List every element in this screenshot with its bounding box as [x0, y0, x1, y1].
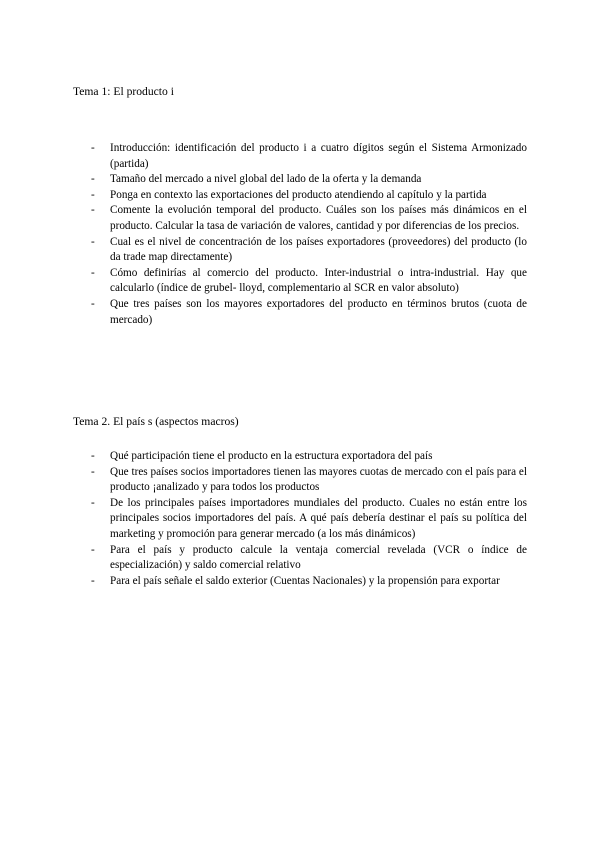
section-2-list — [91, 449, 527, 589]
section-1-item: - Tamaño del mercado a nivel global del lado de la oferta y la demanda — [91, 172, 527, 188]
section-2-item: - Para el país señale el saldo exterior (Cuentas Nacionales) y la propensión para exportar — [91, 574, 527, 590]
section-1-item: - Cómo definirías al comercio del producto. Inter-industrial o intra-industrial. Hay que calcularlo (índice de grubel- lloyd, complementario al SCR en valor absoluto) — [91, 266, 527, 297]
section-2-item: - Qué participación tiene el producto en la estructura exportadora del país — [91, 449, 527, 465]
section-1-item: - Cual es el nivel de concentración de los países exportadores (proveedores) del producto (lo da trade map directamente) — [91, 235, 527, 266]
section-2-item: - De los principales países importadores mundiales del producto. Cuales no están entre los principales socios importadores del país. A qué país debería destinar el país su política del marketing y promoción para generar mercado (a los más dinámicos) — [91, 496, 527, 543]
section-2-item: - Para el país y producto calcule la ventaja comercial revelada (VCR o índice de especialización) y saldo comercial relativo — [91, 543, 527, 574]
section-2-title: Tema 2. El país s (aspectos macros) — [73, 415, 239, 428]
section-1-item: - Introducción: identificación del producto i a cuatro dígitos según el Sistema Armonizado (partida) — [91, 141, 527, 172]
section-2-item: - Que tres países socios importadores tienen las mayores cuotas de mercado con el país para el producto ¡analizado y para todos los productos — [91, 465, 527, 496]
section-1-item: - Comente la evolución temporal del producto. Cuáles son los países más dinámicos en el producto. Calcular la tasa de variación de valores, cantidad y por diferencias de los precios. — [91, 203, 527, 234]
section-1-list — [91, 141, 527, 328]
section-1-item: - Ponga en contexto las exportaciones del producto atendiendo al capítulo y la partida — [91, 188, 527, 204]
section-1-item: - Que tres países son los mayores exportadores del producto en términos brutos (cuota de mercado) — [91, 297, 527, 328]
section-1-title: Tema 1: El producto i — [73, 85, 174, 98]
